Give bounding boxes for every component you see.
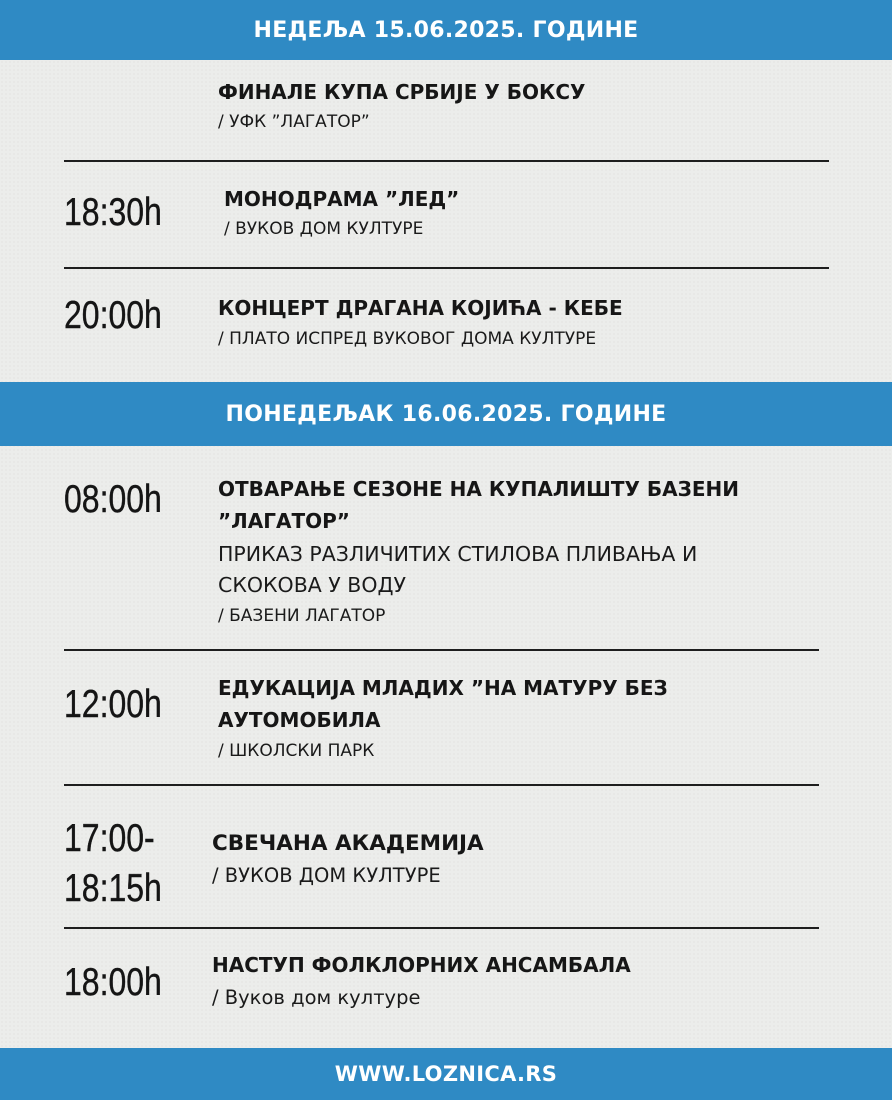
event-time-line: 17:00- — [64, 817, 155, 860]
event-title-line: ОТВАРАЊЕ СЕЗОНЕ НА КУПАЛИШТУ БАЗЕНИ — [218, 477, 739, 501]
event-time: 18:00h — [64, 961, 162, 1004]
event-venue: / ШКОЛСКИ ПАРК — [218, 741, 375, 761]
event-title-line: ЕДУКАЦИЈА МЛАДИХ ”НА МАТУРУ БЕЗ — [218, 676, 668, 700]
event-title-line: АУТОМОБИЛА — [218, 708, 381, 732]
event-time: 12:00h — [64, 683, 162, 726]
day-header-text: НЕДЕЉА 15.06.2025. ГОДИНЕ — [253, 17, 639, 43]
footer-url[interactable]: WWW.LOZNICA.RS — [334, 1062, 558, 1086]
event-venue: / ВУКОВ ДОМ КУЛТУРЕ — [212, 864, 441, 887]
day-header — [0, 0, 892, 60]
divider — [64, 267, 829, 269]
event-time: 08:00h — [64, 478, 162, 521]
event-venue: / ПЛАТО ИСПРЕД ВУКОВОГ ДОМА КУЛТУРЕ — [218, 329, 597, 349]
event-title-line: ”ЛАГАТОР” — [218, 509, 350, 533]
event-venue: / УФК ”ЛАГАТОР” — [218, 112, 370, 132]
event-time: 18:30h — [64, 191, 162, 234]
event-title: НАСТУП ФОЛКЛОРНИХ АНСАМБАЛА — [212, 953, 631, 977]
event-venue: / Вуков дом културе — [212, 986, 421, 1009]
event-venue: / БАЗЕНИ ЛАГАТОР — [218, 606, 386, 626]
event-title: МОНОДРАМА ”ЛЕД” — [224, 187, 460, 211]
event-title: КОНЦЕРТ ДРАГАНА КОЈИЋА - КЕБЕ — [218, 296, 623, 320]
event-venue: / ВУКОВ ДОМ КУЛТУРЕ — [224, 219, 424, 239]
divider — [64, 649, 819, 651]
event-title: СВЕЧАНА АКАДЕМИЈА — [212, 831, 484, 856]
divider — [64, 160, 829, 162]
day-header-text: ПОНЕДЕЉАК 16.06.2025. ГОДИНЕ — [225, 401, 667, 427]
event-time-line: 18:15h — [64, 867, 162, 910]
divider — [64, 927, 819, 929]
event-title: ФИНАЛЕ КУПА СРБИЈЕ У БОКСУ — [218, 80, 586, 104]
divider — [64, 784, 819, 786]
event-description-line: СКОКОВА У ВОДУ — [218, 573, 407, 597]
event-description-line: ПРИКАЗ РАЗЛИЧИТИХ СТИЛОВА ПЛИВАЊА И — [218, 542, 698, 566]
event-time: 20:00h — [64, 294, 162, 337]
footer-band — [0, 1048, 892, 1100]
day-header — [0, 382, 892, 446]
